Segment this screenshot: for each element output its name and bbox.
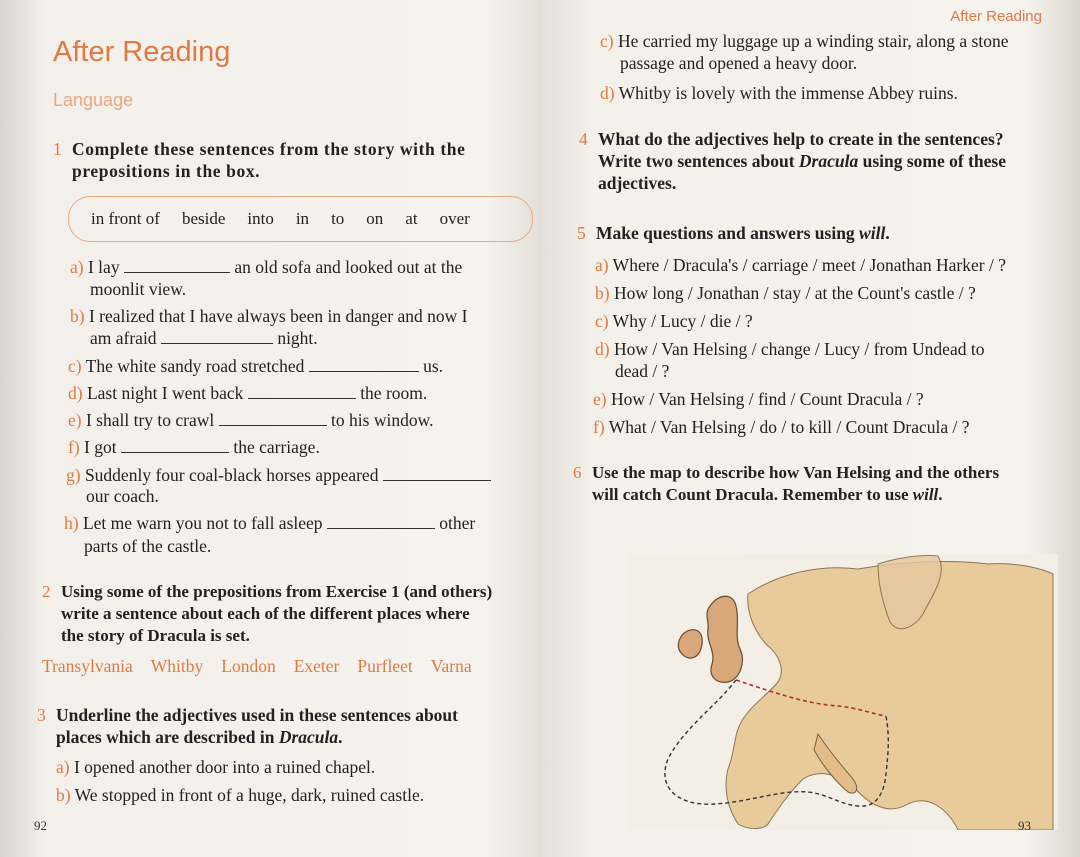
page-title: After Reading bbox=[53, 36, 231, 68]
place-name: London bbox=[221, 656, 276, 676]
exercise-3-instruction: 3 Underline the adjectives used in these sentences about places which are described in Dracula. bbox=[37, 705, 458, 747]
answer-blank[interactable] bbox=[219, 412, 327, 426]
box-word: beside bbox=[181, 209, 226, 228]
exercise-item: d) Last night I went back the room. bbox=[68, 383, 428, 403]
exercise-item: f) What / Van Helsing / do / to kill / Count Dracula / ? bbox=[593, 417, 970, 437]
running-header: After Reading bbox=[950, 8, 1042, 25]
answer-blank[interactable] bbox=[383, 467, 491, 481]
exercise-item: g) Suddenly four coal-black horses appeared bbox=[66, 464, 491, 486]
exercise-item: d) Whitby is lovely with the immense Abbey ruins. bbox=[600, 83, 958, 103]
exercise-number: 4 bbox=[579, 129, 588, 149]
place-name: Transylvania bbox=[42, 656, 133, 676]
preposition-box bbox=[68, 196, 533, 242]
place-name: Purfleet bbox=[357, 656, 413, 676]
box-word: on bbox=[366, 209, 384, 228]
answer-blank[interactable] bbox=[121, 439, 229, 453]
place-name: Varna bbox=[430, 656, 472, 676]
exercise-item: b) How long / Jonathan / stay / at the Count's castle / ? bbox=[595, 283, 976, 303]
exercise-item: c) Why / Lucy / die / ? bbox=[595, 311, 753, 331]
exercise-number: 6 bbox=[573, 463, 582, 482]
exercise-4-instruction: 4 What do the adjectives help to create in the sentences? Write two sentences about Dracula using some of these adjectives. bbox=[579, 129, 1006, 193]
exercise-item: e) I shall try to crawl to his window. bbox=[68, 410, 434, 430]
exercise-item: h) Let me warn you not to fall asleep other bbox=[64, 513, 476, 533]
box-word: over bbox=[439, 209, 470, 228]
map-great-britain bbox=[707, 596, 742, 682]
exercise-item: b) I realized that I have always been in danger and now I bbox=[70, 306, 468, 326]
page-number: 93 bbox=[1018, 818, 1031, 833]
exercise-2-instruction: 2 Using some of the prepositions from Exercise 1 (and others) write a sentence about each of the different places where the story of Dracula is set. bbox=[42, 582, 493, 645]
box-word: into bbox=[247, 209, 274, 228]
exercise-item: e) How / Van Helsing / find / Count Dracula / ? bbox=[593, 389, 924, 409]
exercise-item: a) Where / Dracula's / carriage / meet / Jonathan Harker / ? bbox=[595, 255, 1006, 275]
box-word: to bbox=[331, 209, 345, 228]
exercise-1-instruction: 1 Complete these sentences from the story with the prepositions in the box. bbox=[53, 139, 466, 181]
exercise-item: c) He carried my luggage up a winding stair, along a stone bbox=[600, 31, 1009, 51]
exercise-item: c) The white sandy road stretched us. bbox=[68, 356, 444, 376]
exercise-item: d) How / Van Helsing / change / Lucy / from Undead to bbox=[595, 339, 985, 359]
exercise-item: a) I opened another door into a ruined chapel. bbox=[56, 757, 376, 777]
exercise-number: 5 bbox=[577, 223, 586, 243]
right-page: After Reading c) He carried my luggage up a winding stair, along a stone passage and opened a heavy door. d) Whitby is lovely with the immense Abbey ruins. 4 What do the adjectives help to create in the sentences? Write two sentences about Dracula using some of these adjectives. 5 Make questions and answers using will. a) Where / Dracula's / carriage / meet / Jonathan Harker / ? b) How long / Jonathan / stay / at the Count's castle / ? c) Why / Lucy / die / ? d) How / Van Helsing / change / Lucy / from Undead to dead / ? e) How / Van Helsing / find / Count Dracula / ? f) What / Van Helsing / do / to kill / Count Dracula / ? 6 Use the map to describe how Van Helsing and the others will catch Count Dracula. Remember to use will. 93 bbox=[548, 0, 1080, 857]
left-page: After Reading Language 1 Complete these sentences from the story with the prepositions in the box. in front of beside into in to on at over a) I lay an old sofa and looked out at the moonlit view. b) I realized that I have always been in danger and now I am afraid night. c) The white sandy road stretched us. d) Last night I went back the room. e) I shall try to crawl to his window. f) I got the carriage. g) Suddenly four coal-black horses appeared our coach. h) Let me warn you not to fall asleep other parts of the castle. 2 Using some of the prepositions from Exercise 1 (and others) write a sentence about each of the different places where the story of Dracula is set. Transylvania Whitby London Exeter Purfleet Varna 3 Underline the adjectives used in these sentences about places which are described in Dracula. a) I opened another door into a ruined chapel. b) We stopped in front of a huge, dark, ruined castle. 92 bbox=[0, 0, 545, 857]
places-list bbox=[42, 656, 472, 677]
answer-blank[interactable] bbox=[248, 385, 356, 399]
box-word: at bbox=[405, 209, 418, 228]
section-title: Language bbox=[53, 90, 134, 110]
place-name: Whitby bbox=[150, 656, 204, 676]
answer-blank[interactable] bbox=[309, 358, 419, 372]
answer-blank[interactable] bbox=[161, 330, 273, 344]
place-name: Exeter bbox=[293, 656, 340, 676]
exercise-item: f) I got the carriage. bbox=[68, 437, 320, 457]
exercise-number: 2 bbox=[42, 582, 51, 601]
exercise-5-instruction: 5 Make questions and answers using will. bbox=[577, 223, 890, 243]
page-number: 92 bbox=[34, 818, 47, 833]
exercise-item: a) I lay an old sofa and looked out at the bbox=[70, 257, 463, 277]
answer-blank[interactable] bbox=[124, 259, 230, 273]
europe-route-map bbox=[628, 554, 1058, 830]
box-word: in front of bbox=[91, 209, 160, 228]
exercise-item: b) We stopped in front of a huge, dark, ruined castle. bbox=[56, 785, 425, 805]
exercise-6-instruction: 6 Use the map to describe how Van Helsing and the others will catch Count Dracula. Remember to use will. bbox=[573, 463, 1000, 504]
exercise-number: 1 bbox=[53, 139, 63, 159]
exercise-number: 3 bbox=[37, 705, 46, 725]
answer-blank[interactable] bbox=[327, 515, 435, 529]
box-word: in bbox=[295, 209, 310, 228]
